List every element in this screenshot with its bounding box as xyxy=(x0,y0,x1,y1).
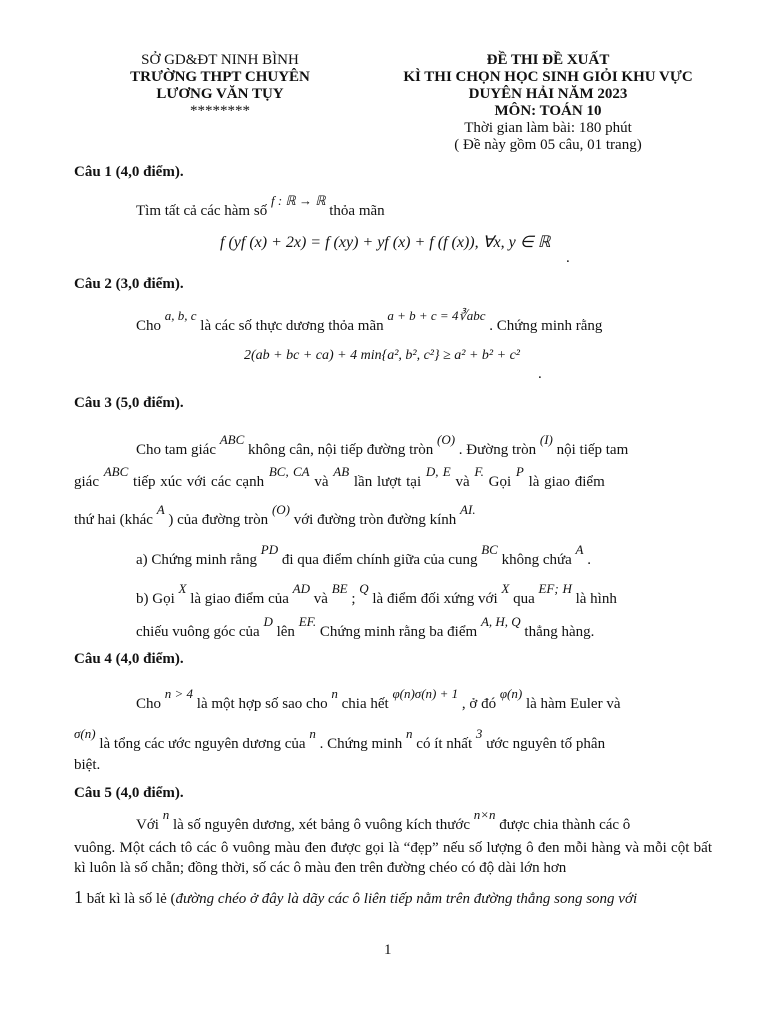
q5-line-1 xyxy=(136,807,631,834)
question-2-line xyxy=(136,308,603,335)
question-5-title: Câu 5 (4,0 điểm). xyxy=(74,785,184,801)
q3-text: và xyxy=(455,474,470,490)
q4-text: là tổng các ước nguyên dương của xyxy=(99,736,306,752)
q3-text: lên xyxy=(276,624,295,640)
q3-text: qua xyxy=(513,591,535,607)
q3-text: a) Chứng minh rằng xyxy=(136,552,258,568)
exam-name: KÌ THI CHỌN HỌC SINH GIỎI KHU VỰC xyxy=(403,69,693,85)
q5-text: là số nguyên dương, xét bảng ô vuông kích thước xyxy=(172,817,471,833)
q3-text: nội tiếp tam xyxy=(556,442,629,458)
q3-text: lần lượt tại xyxy=(353,474,422,490)
q3-text: Cho tam giác xyxy=(136,442,216,458)
q2-text-1: Cho xyxy=(136,318,162,334)
q2-text-3: . Chứng minh rằng xyxy=(489,318,603,334)
q3-text: với đường tròn đường kính xyxy=(293,512,457,528)
q3-part-b-line-1 xyxy=(136,581,617,608)
q3-text: . xyxy=(587,552,591,568)
q3-math: BC, CA xyxy=(268,464,310,479)
exam-subject: MÔN: TOÁN 10 xyxy=(494,103,602,119)
question-4-title: Câu 4 (4,0 điểm). xyxy=(74,651,184,667)
q3-math: H xyxy=(562,581,572,596)
q5-paragraph: vuông. Một cách tô các ô vuông màu đen được gọi là “đẹp” nếu số lượng ô đen mỗi hàng và mỗi cột bất kì luôn là số chẵn; đồng thời, số các ô màu đen trên đường chéo có độ dài lớn hơn xyxy=(74,840,712,876)
school-name-line2: LƯƠNG VĂN TỤY xyxy=(156,86,284,102)
q3-text: không chứa xyxy=(501,552,572,568)
q4-text: chia hết xyxy=(341,696,389,712)
q3-math: P xyxy=(515,464,524,479)
q3-text: . Đường tròn xyxy=(458,442,537,458)
q5-text: được chia thành các ô xyxy=(499,817,631,833)
q3-text: không cân, nội tiếp đường tròn xyxy=(248,442,434,458)
q5-math: n xyxy=(162,807,170,822)
q3-text: đi qua điểm chính giữa của cung xyxy=(281,552,478,568)
q3-text: chiếu vuông góc của xyxy=(136,624,260,640)
exam-pages-note: ( Đề này gồm 05 câu, 01 trang) xyxy=(454,137,642,153)
q3-text: và xyxy=(313,591,328,607)
q4-math: n xyxy=(309,726,316,741)
q3-text: là hình xyxy=(575,591,617,607)
q3-math: X xyxy=(178,581,187,596)
question-1-title: Câu 1 (4,0 điểm). xyxy=(74,164,184,180)
q3-line-3 xyxy=(74,502,476,529)
q4-text: ước nguyên tố phân xyxy=(486,736,606,752)
q3-part-b-line-2 xyxy=(136,614,595,641)
question-1-line xyxy=(136,193,385,220)
q4-line-1 xyxy=(136,686,621,713)
q4-text: là hàm Euler và xyxy=(525,696,621,712)
department-name: SỞ GD&ĐT NINH BÌNH xyxy=(141,52,299,68)
q4-math: n > 4 xyxy=(164,686,194,701)
q2-text-2: là các số thực dương thỏa mãn xyxy=(200,318,384,334)
q4-text: là một hợp số sao cho xyxy=(196,696,328,712)
q3-math: D xyxy=(263,614,273,629)
q3-part-a xyxy=(136,542,591,569)
q3-math: BC xyxy=(481,542,498,557)
question-2-title: Câu 2 (3,0 điểm). xyxy=(74,276,184,292)
q5-text: bất kì là số lẻ ( xyxy=(86,891,176,907)
page-number: 1 xyxy=(384,942,392,958)
q3-text: ; xyxy=(351,591,356,607)
q1-text-2: thỏa mãn xyxy=(329,203,385,219)
q3-text: tiếp xúc với các cạnh xyxy=(133,474,265,490)
school-name-line1: TRƯỜNG THPT CHUYÊN xyxy=(130,69,310,85)
q4-math: φ(n)σ(n) + 1 xyxy=(392,686,459,701)
q4-text: , ở đó xyxy=(461,696,497,712)
q1-text-1: Tìm tất cả các hàm số xyxy=(136,203,268,219)
q3-text: b) Gọi xyxy=(136,591,175,607)
exam-type: ĐỀ THI ĐỀ XUẤT xyxy=(486,52,610,68)
q3-math: A xyxy=(575,542,584,557)
q3-math: PD xyxy=(260,542,279,557)
q3-math: ABC xyxy=(219,432,245,447)
question-3-title: Câu 3 (5,0 điểm). xyxy=(74,395,184,411)
q3-text: là giao điểm xyxy=(528,474,605,490)
q3-math: BE xyxy=(331,581,348,596)
q3-math: AD xyxy=(292,581,311,596)
q5-number: 1 xyxy=(74,887,83,907)
q4-math: φ(n) xyxy=(499,686,523,701)
q3-text: Gọi xyxy=(488,474,512,490)
q3-math: AB xyxy=(333,464,350,479)
header-stars: ******** xyxy=(190,103,250,119)
q3-text: là giao điểm của xyxy=(190,591,289,607)
q4-math: n xyxy=(331,686,338,701)
q3-text: thứ hai (khác xyxy=(74,512,153,528)
q1-function-map: f : ℝ → ℝ xyxy=(270,193,326,208)
q3-math: (O) xyxy=(437,432,456,447)
q3-text: giác xyxy=(74,474,99,490)
school-header xyxy=(100,52,340,120)
q3-math: X xyxy=(501,581,510,596)
q3-text: và xyxy=(314,474,329,490)
q4-text: có ít nhất xyxy=(416,736,473,752)
q4-line-3: biệt. xyxy=(74,757,101,773)
q3-math: D, E xyxy=(425,464,451,479)
q3-text: là điểm đối xứng với xyxy=(372,591,498,607)
q4-math: σ(n) xyxy=(74,726,96,741)
q3-line-2 xyxy=(74,464,605,491)
q5-math: n×n xyxy=(473,807,496,822)
q3-line-1 xyxy=(136,432,629,459)
q4-line-2 xyxy=(74,726,606,753)
q3-math: EF. xyxy=(298,614,317,629)
exam-header xyxy=(388,52,708,154)
q3-math: ABC xyxy=(103,464,129,479)
q3-math: AI. xyxy=(460,502,476,517)
q3-math: Q xyxy=(359,581,369,596)
q2-variables: a, b, c xyxy=(164,308,197,323)
q3-math: EF; xyxy=(538,581,559,596)
q5-text: Với xyxy=(136,817,159,833)
q4-text: Cho xyxy=(136,696,162,712)
q4-math: 3 xyxy=(475,726,483,741)
q3-math: F. xyxy=(474,464,484,479)
exam-duration: Thời gian làm bài: 180 phút xyxy=(464,120,632,136)
q5-italic-note: đường chéo ở đây là dãy các ô liên tiếp nằm trên đường thẳng song song với xyxy=(175,891,638,907)
q4-math: n xyxy=(406,726,413,741)
q1-period: . xyxy=(566,250,570,266)
q3-math: (I) xyxy=(539,432,553,447)
q3-text: Chứng minh rằng ba điểm xyxy=(319,624,478,640)
q2-inequality: 2(ab + bc + ca) + 4 min{a², b², c²} ≥ a² + b² + c² xyxy=(244,348,520,363)
q3-math: A, H, Q xyxy=(480,614,521,629)
q3-math: A xyxy=(156,502,165,517)
q3-text: ) của đường tròn xyxy=(168,512,269,528)
q3-math: (O) xyxy=(271,502,290,517)
exam-year: DUYÊN HẢI NĂM 2023 xyxy=(468,86,628,102)
q2-condition: a + b + c = 4∛abc xyxy=(387,308,486,323)
q2-period: . xyxy=(538,366,542,382)
q5-line-4 xyxy=(74,887,637,908)
q3-text: thẳng hàng. xyxy=(524,624,595,640)
q4-text: . Chứng minh xyxy=(319,736,403,752)
q1-functional-equation: f (yf (x) + 2x) = f (xy) + yf (x) + f (f (x)), ∀x, y ∈ ℝ xyxy=(220,234,551,251)
